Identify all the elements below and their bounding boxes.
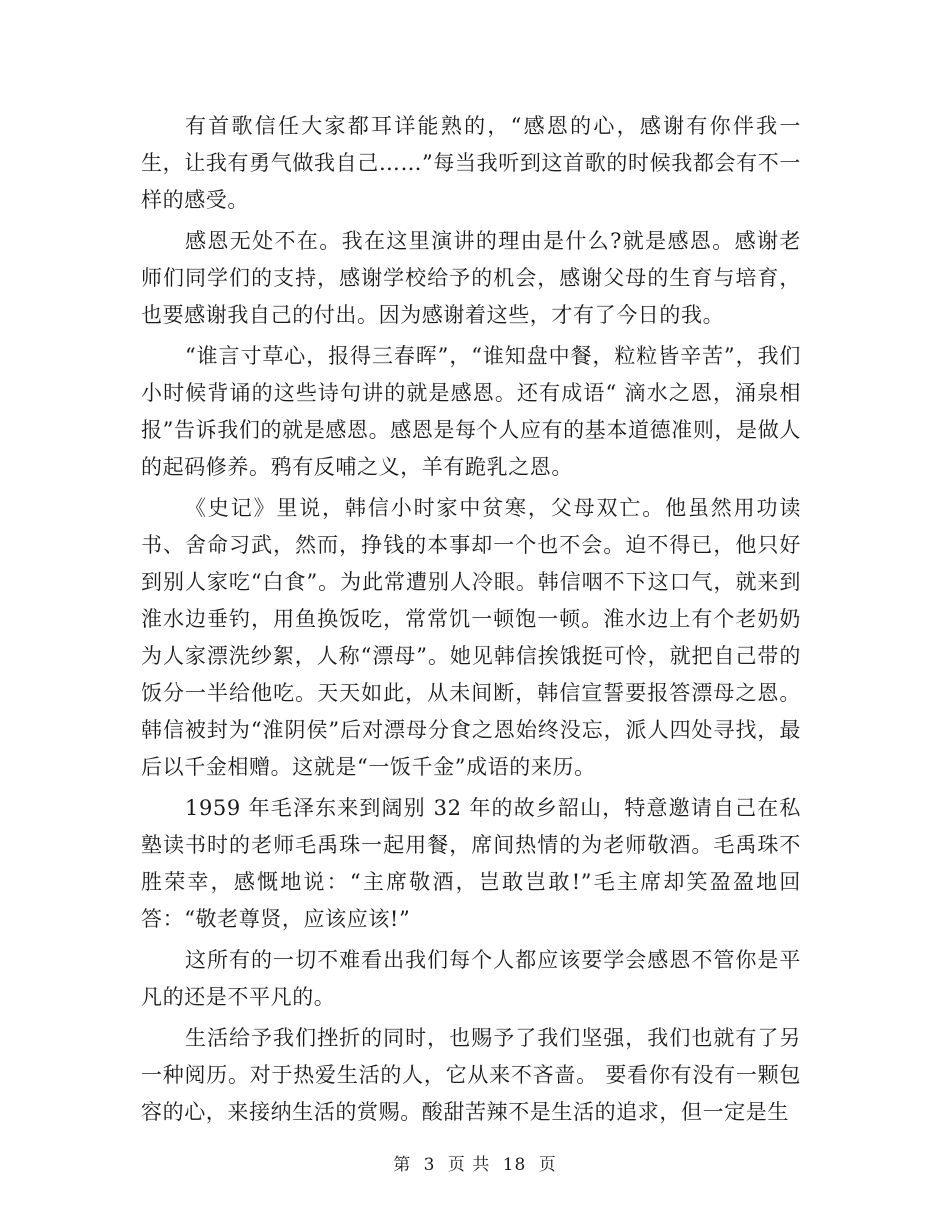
paragraph-7: 生活给予我们挫折的同时，也赐予了我们坚强，我们也就有了另一种阅历。对于热爱生活的人，它从来不吝啬。 要看你有没有一颗包容的心，来接纳生活的赏赐。酸甜苦辣不是生活的追求，但一定是生 bbox=[141, 1026, 801, 1124]
footer-total-pages: 18 bbox=[502, 1155, 527, 1175]
paragraph-3: “谁言寸草心，报得三春晖”，“谁知盘中餐，粒粒皆辛苦”，我们小时候背诵的这些诗句讲的就是感恩。还有成语“ 滴水之恩，涌泉相报”告诉我们的就是感恩。感恩是每个人应有的基本道德准则，是做人的起码修养。鸦有反哺之义，羊有跪乳之恩。 bbox=[141, 344, 801, 479]
footer-page-prefix: 第 bbox=[393, 1155, 412, 1175]
paragraph-4: 《史记》里说，韩信小时家中贫寒，父母双亡。他虽然用功读书、舍命习武，然而，挣钱的本事却一个也不会。迫不得已，他只好到别人家吃“白食”。为此常遭别人冷眼。韩信咽不下这口气，就来到淮水边垂钓，用鱼换饭吃，常常饥一顿饱一顿。淮水边上有个老奶奶为人家漂洗纱絮，人称“漂母”。她见韩信挨饿挺可怜，就把自己带的饭分一半给他吃。天天如此，从未间断，韩信宣誓要报答漂母之恩。韩信被封为“淮阴侯”后对漂母分食之恩始终没忘，派人四处寻找，最后以千金相赠。这就是“一饭千金”成语的来历。 bbox=[141, 496, 801, 779]
footer-page-suffix: 页 bbox=[538, 1155, 557, 1175]
paragraph-5: 1959 年毛泽东来到阔别 32 年的故乡韶山，特意邀请自己在私塾读书时的老师毛禹珠一起用餐，席间热情的为老师敬酒。毛禹珠不胜荣幸，感慨地说：“主席敬酒，岂敢岂敢!”毛主席却笑盈盈地回答：“敬老尊贤，应该应该!” bbox=[141, 796, 801, 931]
footer-page-number: 3 bbox=[423, 1155, 436, 1175]
document-body bbox=[141, 108, 801, 1131]
paragraph-6: 这所有的一切不难看出我们每个人都应该要学会感恩不管你是平凡的还是不平凡的。 bbox=[141, 948, 801, 1009]
paragraph-1: 有首歌信任大家都耳详能熟的，“感恩的心，感谢有你伴我一生，让我有勇气做我自己……”每当我听到这首歌的时候我都会有不一样的感受。 bbox=[141, 114, 801, 212]
page-footer bbox=[0, 1150, 950, 1175]
paragraph-2: 感恩无处不在。我在这里演讲的理由是什么?就是感恩。感谢老师们同学们的支持，感谢学校给予的机会，感谢父母的生育与培育，也要感谢我自己的付出。因为感谢着这些，才有了今日的我。 bbox=[141, 229, 801, 327]
footer-page-mid: 页 共 bbox=[447, 1155, 491, 1175]
